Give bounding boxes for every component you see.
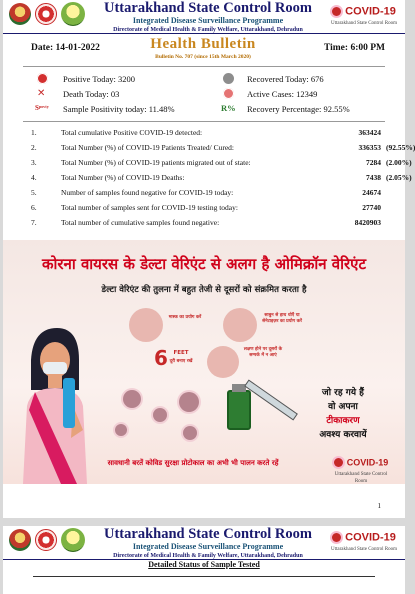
row-value: 336353	[358, 143, 381, 152]
covid-sublabel: Uttarakhand State Control Room	[331, 21, 397, 26]
row-value: 8420903	[354, 218, 381, 227]
row-label: Total cumulative Positive COVID-19 detected:	[61, 128, 203, 137]
poster-covid-badge	[331, 453, 391, 485]
divider	[23, 66, 385, 67]
programme-name: Integrated Disease Surveillance Programme	[132, 542, 284, 551]
row-value: 7284	[366, 158, 381, 167]
vaccination-line-3: टीकाकरण	[326, 416, 360, 426]
summary-row	[31, 143, 415, 155]
health-department-logo-icon	[35, 529, 57, 551]
recovery-percentage: Recovery Percentage: 92.55%	[247, 104, 350, 114]
nhm-logo-icon	[61, 528, 85, 552]
awareness-poster	[3, 240, 405, 484]
row-value: 7438	[366, 173, 381, 182]
row-value: 27740	[362, 203, 381, 212]
bulletin-number: Bulletin No. 707 (since 15th March 2020)	[155, 54, 251, 60]
covid-badge	[329, 528, 399, 553]
summary-row	[31, 173, 412, 185]
page-header	[3, 526, 405, 560]
covid-sublabel: Uttarakhand State Control Room	[331, 547, 397, 552]
summary-row	[31, 158, 412, 170]
death-today: Death Today: 03	[63, 89, 120, 99]
vaccination-line-1: जो रह गये हैं	[322, 388, 364, 398]
handwash-tip-icon	[223, 308, 257, 342]
distance-label: FEET	[173, 350, 189, 356]
recovery-percent-icon: R%	[221, 103, 236, 113]
sanitizer-spray-icon	[63, 378, 75, 428]
row-number: 3.	[31, 158, 37, 167]
recovered-virus-icon	[223, 73, 234, 84]
vaccination-line-4: अवश्य करवायें	[319, 430, 367, 440]
row-label: Total Number (%) of COVID-19 Patients Treated/ Cured:	[61, 143, 234, 152]
row-percent: (2.05%)	[386, 173, 412, 182]
active-virus-icon	[223, 88, 234, 99]
row-label: Total Number (%) of COVID-19 patients migrated out of state:	[61, 158, 251, 167]
poster-bottom-message: सावधानी बरतें कोविड सुरक्षा प्रोटोकाल का अभी भी पालन करते रहें	[107, 459, 279, 467]
page-header	[3, 0, 405, 34]
row-number: 6.	[31, 203, 37, 212]
row-percent: (2.00%)	[386, 158, 412, 167]
virus-icon	[332, 533, 341, 542]
row-value: 363424	[358, 128, 381, 137]
bulletin-title: Health Bulletin	[150, 36, 256, 52]
positive-today: Positive Today: 3200	[63, 74, 135, 84]
virus-icon	[123, 390, 141, 408]
bulletin-time: Time: 6:00 PM	[323, 43, 385, 53]
mask-tip-icon	[129, 308, 163, 342]
health-department-logo-icon	[35, 3, 57, 25]
row-label: Number of samples found negative for COVID-19 today:	[61, 188, 234, 197]
poster-headline: कोरना वायरस के डेल्टा वेरिएंट से अलग है ओमिक्रॉन वेरिएंट	[41, 255, 367, 273]
virus-icon	[334, 458, 343, 467]
table-top-border	[33, 576, 375, 577]
bulletin-bar	[3, 34, 405, 66]
org-title: Uttarakhand State Control Room	[104, 0, 312, 16]
programme-name: Integrated Disease Surveillance Programme	[132, 16, 284, 25]
row-label: Total number of samples sent for COVID-19 testing today:	[61, 203, 238, 212]
row-value: 24674	[362, 188, 381, 197]
handwash-tip-text: साबुन से हाथ धोएँ या सेनेटाइज़र का प्रयोग करें	[262, 313, 302, 324]
vaccine-vial-icon	[227, 390, 251, 430]
poster-covid-label: COVID-19	[346, 457, 389, 468]
virus-icon	[115, 424, 127, 436]
sample-positivity: Sample Positivity today: 11.48%	[63, 104, 175, 114]
row-percent: (92.55%)	[386, 143, 415, 152]
virus-icon	[179, 392, 199, 412]
divider	[23, 121, 385, 122]
sample-positivity-icon: Sᵖᵒᵛᵗʸ	[35, 104, 49, 112]
row-label: Total Number (%) of COVID-19 Deaths:	[61, 173, 185, 182]
distance-number: 6	[154, 346, 168, 370]
header-title-block	[93, 0, 323, 34]
summary-row	[31, 188, 395, 200]
covid-label: COVID-19	[345, 531, 396, 544]
virus-icon	[183, 426, 197, 440]
summary-row	[31, 203, 395, 215]
bulletin-date: Date: 14-01-2022	[31, 43, 100, 53]
row-number: 5.	[31, 188, 37, 197]
row-number: 4.	[31, 173, 37, 182]
poster-covid-sublabel: Uttarakhand State Control Room	[334, 472, 388, 484]
org-title: Uttarakhand State Control Room	[104, 526, 312, 542]
mask-tip-text: मास्क का प्रयोग करें	[168, 315, 202, 320]
vaccination-line-2: वो अपना	[328, 402, 358, 412]
symptoms-tip-icon	[207, 346, 239, 378]
poster-subline: डेल्टा वेरिएंट की तुलना में बहुत तेजी से दूसरों को संक्रमित करता है	[101, 285, 307, 295]
symptoms-tip-text: लक्षण होने पर दूसरों के सम्पर्क में न आएं	[243, 347, 283, 358]
uttarakhand-emblem-icon	[9, 529, 31, 551]
nhm-logo-icon	[61, 2, 85, 26]
page-number: 1	[377, 502, 381, 510]
active-cases: Active Cases: 12349	[247, 89, 318, 99]
syringe-icon	[244, 380, 298, 421]
vaccination-message	[293, 386, 393, 442]
summary-row	[31, 218, 395, 230]
header-title-block	[93, 526, 323, 560]
directorate-name: Directorate of Medical Health & Family Welfare, Uttarakhand, Dehradun	[113, 553, 303, 559]
recovered-today: Recovered Today: 676	[247, 74, 324, 84]
positive-virus-icon	[37, 73, 48, 84]
covid-label: COVID-19	[345, 5, 396, 18]
distance-subtext: दूरी बनाए रखें	[169, 359, 193, 364]
row-number: 1.	[31, 128, 37, 137]
row-label: Total number of cumulative samples found negative:	[61, 218, 220, 227]
covid-badge	[329, 2, 399, 27]
bulletin-page-1	[3, 0, 415, 518]
directorate-name: Directorate of Medical Health & Family Welfare, Uttarakhand, Dehradun	[113, 27, 303, 33]
virus-icon	[332, 7, 341, 16]
death-icon: ✕	[37, 88, 46, 99]
virus-icon	[153, 408, 167, 422]
row-number: 2.	[31, 143, 37, 152]
uttarakhand-emblem-icon	[9, 3, 31, 25]
bulletin-page-2	[3, 526, 405, 594]
sample-status-heading: Detailed Status of Sample Tested	[148, 560, 260, 569]
row-number: 7.	[31, 218, 37, 227]
summary-row	[31, 128, 395, 140]
